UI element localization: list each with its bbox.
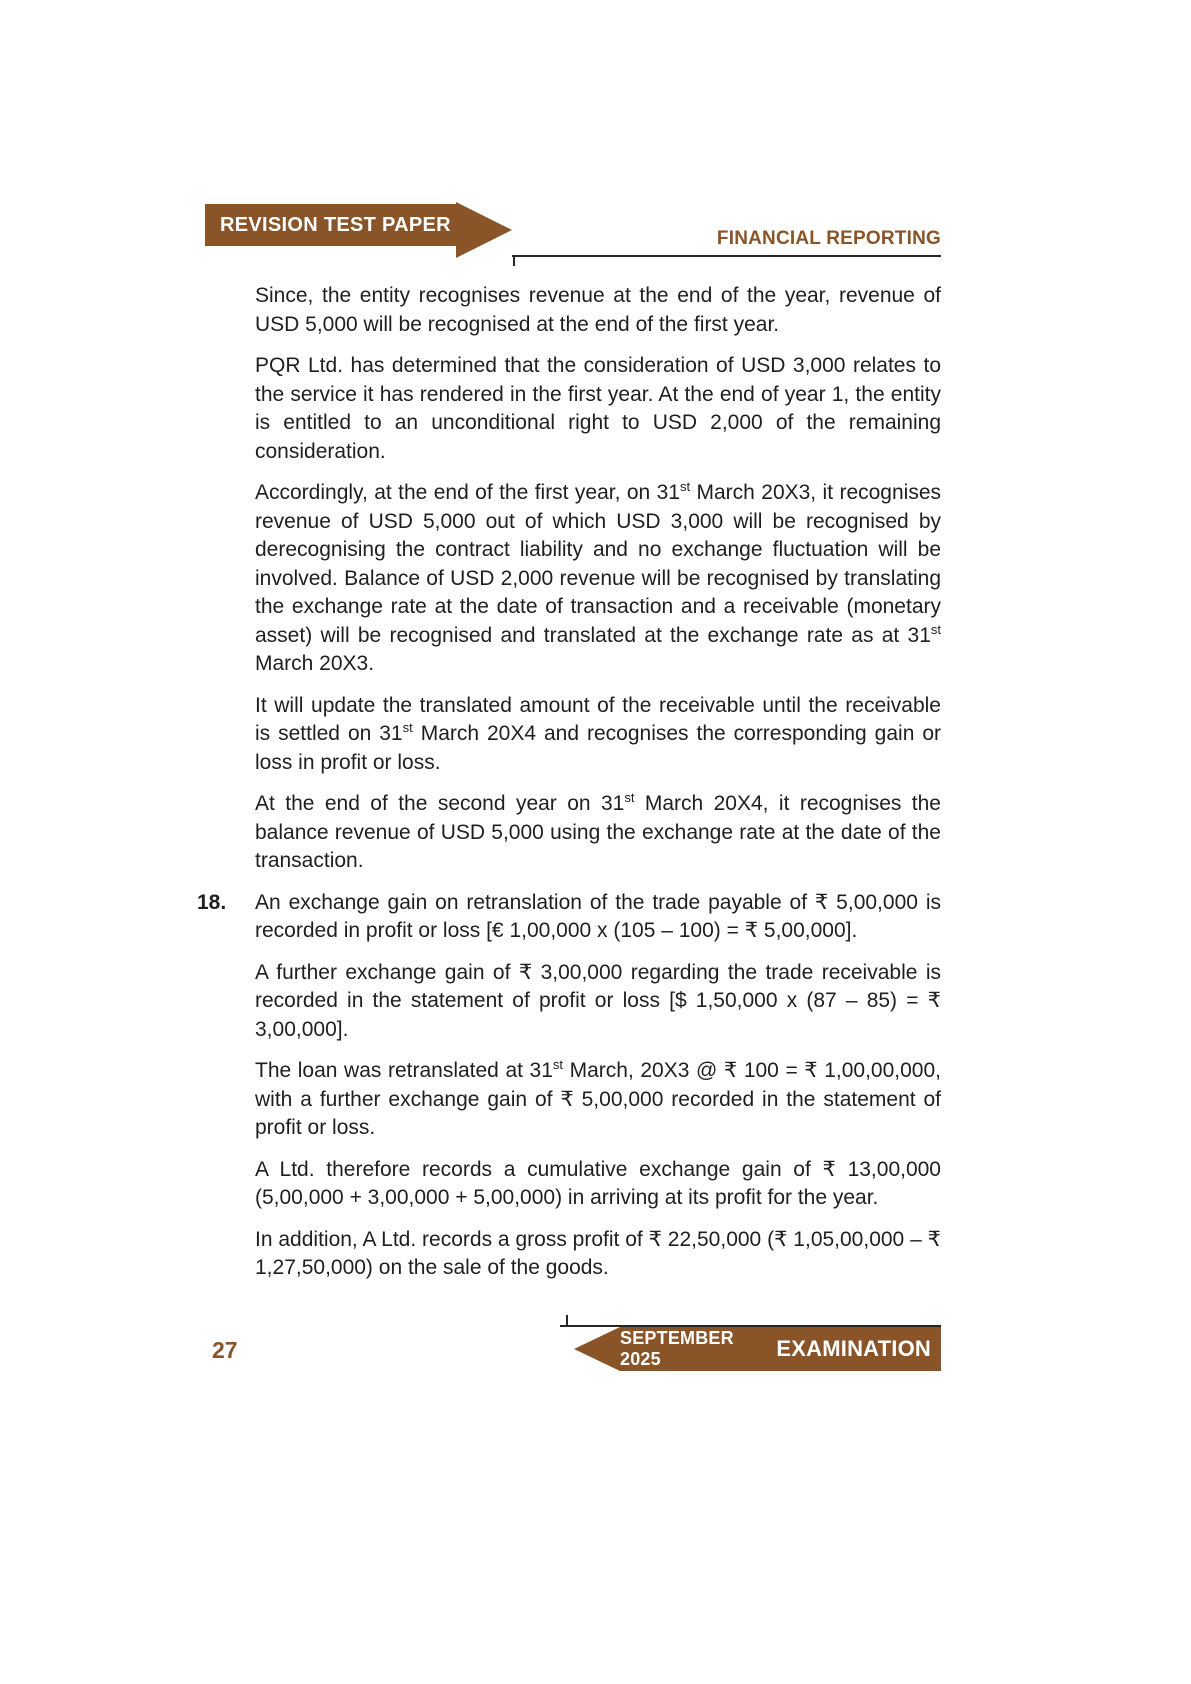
text-run: PQR Ltd. has determined that the consideration of USD 3,000 relates to the service it has rendered in the first year. At the end of year 1, the entity is entitled to an unconditional right to USD 2,000 of the remaining consideration. [255, 354, 941, 463]
footer-banner [620, 1327, 941, 1371]
paragraph [255, 1057, 941, 1143]
text-run: March, 20X3 @ ₹ 100 = ₹ 1,00,00,000, with a further exchange gain of ₹ 5,00,000 recorded in the statement of profit or loss. [255, 1059, 941, 1139]
text-run: March 20X3. [255, 652, 375, 675]
text-run: Accordingly, at the end of the first year, on 31 [255, 481, 680, 504]
text-run: Since, the entity recognises revenue at the end of the year, revenue of USD 5,000 will be recognised at the end of the first year. [255, 284, 941, 336]
text-run: A further exchange gain of ₹ 3,00,000 regarding the trade receivable is recorded in the statement of profit or loss [$ 1,50,000 x (87 – 85) = ₹ 3,00,000]. [255, 960, 941, 1041]
page-number: 27 [212, 1337, 238, 1363]
header-notch [513, 257, 515, 266]
numbered-paragraph [197, 889, 941, 946]
text-run: March 20X4, it recognises the balance revenue of USD 5,000 using the exchange rate at the date of the transaction. [255, 792, 941, 872]
paragraph [255, 692, 941, 778]
superscript: st [679, 479, 691, 494]
text-run: An exchange gain on retranslation of the trade payable of ₹ 5,00,000 is recorded in profit or loss [€ 1,00,000 x (105 – 100) = ₹ 5,00,000]. [255, 890, 941, 942]
header-banner-label: REVISION TEST PAPER [220, 213, 451, 236]
superscript: st [552, 1057, 564, 1072]
footer-banner-date: SEPTEMBER 2025 [620, 1328, 734, 1369]
text-run: The loan was retranslated at 31 [255, 1059, 553, 1082]
superscript: st [930, 621, 941, 637]
text-run: March 20X4 and recognises the corresponding gain or loss in profit or loss. [255, 722, 942, 774]
text-run: It will update the translated amount of the receivable until the receivable is settled on 31 [255, 693, 941, 745]
footer-arrow-icon [574, 1327, 620, 1371]
header-rule [512, 255, 941, 257]
body-content [197, 282, 942, 1296]
paragraph [255, 282, 941, 339]
text-run: March 20X3, it recognises revenue of USD 5,000 out of which USD 3,000 will be recognised by derecognising the contract liability and no exchange fluctuation will be involved. Balance of USD 2,000 revenue will be recognised by translating the exchange rate at the date of transaction and a receivable (monetary asset) will be recognised and translated at the exchange rate as at 31 [255, 481, 941, 647]
text-run: A Ltd. therefore records a cumulative exchange gain of ₹ 13,00,000 (5,00,000 + 3,00,000 + 5,00,000) in arriving at its profit for the year. [255, 1157, 941, 1209]
paragraph [255, 352, 941, 466]
text-run: In addition, A Ltd. records a gross profit of ₹ 22,50,000 (₹ 1,05,00,000 – ₹ 1,27,50,000) on the sale of the goods. [255, 1227, 941, 1279]
footer-banner-label: EXAMINATION [776, 1336, 931, 1361]
footer-notch [566, 1315, 568, 1325]
paragraph [255, 790, 941, 876]
section-title: FINANCIAL REPORTING [716, 228, 941, 249]
paragraph [255, 479, 941, 679]
paragraph [255, 1226, 941, 1283]
superscript: st [402, 720, 413, 735]
paragraph [255, 1156, 941, 1213]
paragraph [255, 959, 941, 1045]
text-run: At the end of the second year on 31 [255, 792, 625, 815]
superscript: st [624, 790, 635, 805]
item-number: 18. [197, 890, 227, 914]
